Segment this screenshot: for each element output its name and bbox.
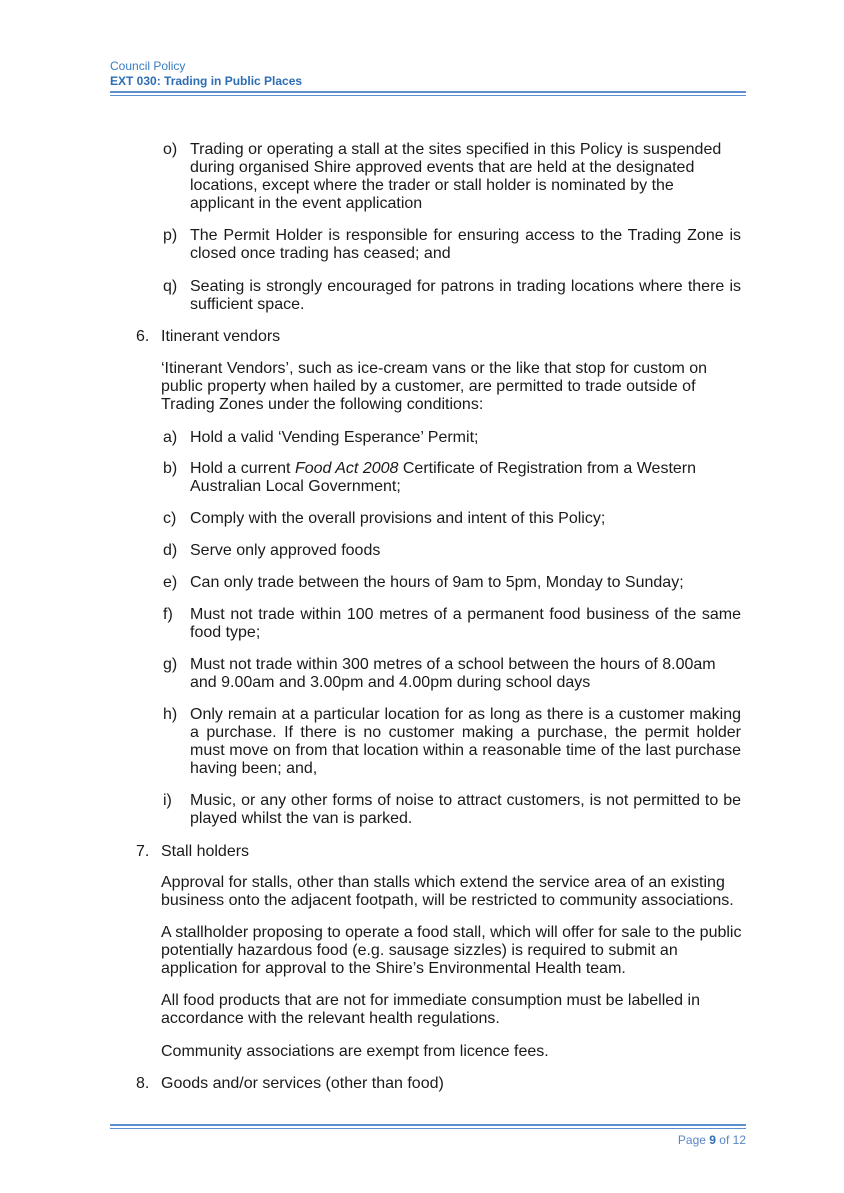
list-text: Serve only approved foods (190, 542, 381, 559)
list-text: Hold a valid ‘Vending Esperance’ Permit; (190, 429, 479, 446)
list-label: a) (163, 429, 178, 446)
list-label: o) (163, 141, 178, 158)
header-policy-title: EXT 030: Trading in Public Places (110, 74, 303, 88)
total-pages: 12 (732, 1133, 746, 1147)
page-number (678, 1133, 746, 1147)
section-title: Goods and/or services (other than food) (161, 1075, 444, 1092)
list-text (190, 460, 741, 496)
list-label: g) (163, 656, 178, 673)
current-page: 9 (709, 1133, 716, 1147)
list-text: The Permit Holder is responsible for ensuring access to the Trading Zone is closed once trading has ceased; and (190, 227, 741, 262)
footer-divider-thin (110, 1128, 746, 1129)
list-text: Only remain at a particular location for as long as there is a customer making a purchase. If there is no customer making a purchase, the permit holder must move on from that location within a reasonable time of the last purchase having been; and, (190, 706, 741, 777)
section-paragraph: Approval for stalls, other than stalls which extend the service area of an existing business onto the adjacent footpath, will be restricted to community associations. (161, 874, 734, 909)
section-paragraph: All food products that are not for immediate consumption must be labelled in accordance with the relevant health regulations. (161, 992, 700, 1027)
list-label: c) (163, 510, 177, 527)
section-paragraph: Community associations are exempt from licence fees. (161, 1043, 549, 1060)
list-text: Must not trade within 300 metres of a school between the hours of 8.00am and 9.00am and 3.00pm and 4.00pm during school days (190, 656, 716, 691)
section-number: 6. (136, 328, 150, 345)
section-paragraph: A stallholder proposing to operate a food stall, which will offer for sale to the public potentially hazardous food (e.g. sausage sizzles) is required to submit an application for approval to the Shire’s Environmental Health team. (161, 924, 742, 977)
list-label: i) (163, 792, 172, 809)
list-label: h) (163, 706, 178, 723)
list-text: Music, or any other forms of noise to attract customers, is not permitted to be played whilst the van is parked. (190, 792, 741, 827)
page-of: of (715, 1133, 733, 1147)
list-text: Comply with the overall provisions and intent of this Policy; (190, 510, 606, 527)
page-prefix: Page (677, 1133, 710, 1147)
header-policy-type: Council Policy (110, 59, 186, 73)
legislation-title: Food Act 2008 (294, 460, 399, 477)
section-title: Stall holders (161, 843, 250, 860)
section-number: 7. (136, 843, 150, 860)
section-intro: ‘Itinerant Vendors’, such as ice-cream vans or the like that stop for custom on public property when hailed by a customer, are permitted to trade outside of Trading Zones under the following conditions: (161, 360, 708, 413)
header-divider (110, 91, 746, 93)
section-title: Itinerant vendors (161, 328, 281, 345)
footer-divider (110, 1124, 746, 1126)
list-text-end: Certificate of Registration from a Western Australian Local Government; (190, 460, 697, 495)
list-text: Trading or operating a stall at the sites specified in this Policy is suspended during organised Shire approved events that are held at the designated locations, except where the trader or stall holder is nominated by the applicant in the event application (190, 141, 722, 212)
list-text: Must not trade within 100 metres of a permanent food business of the same food type; (190, 606, 741, 641)
list-label: d) (163, 542, 178, 559)
list-text: Can only trade between the hours of 9am to 5pm, Monday to Sunday; (190, 574, 684, 591)
list-label: p) (163, 227, 178, 244)
header-divider-thin (110, 95, 746, 96)
list-label: e) (163, 574, 178, 591)
list-text-start: Hold a current (190, 460, 295, 477)
list-label: b) (163, 460, 178, 477)
list-text: Seating is strongly encouraged for patrons in trading locations where there is sufficient space. (190, 278, 741, 313)
list-label: q) (163, 278, 178, 295)
list-label: f) (163, 606, 173, 623)
section-number: 8. (136, 1075, 150, 1092)
